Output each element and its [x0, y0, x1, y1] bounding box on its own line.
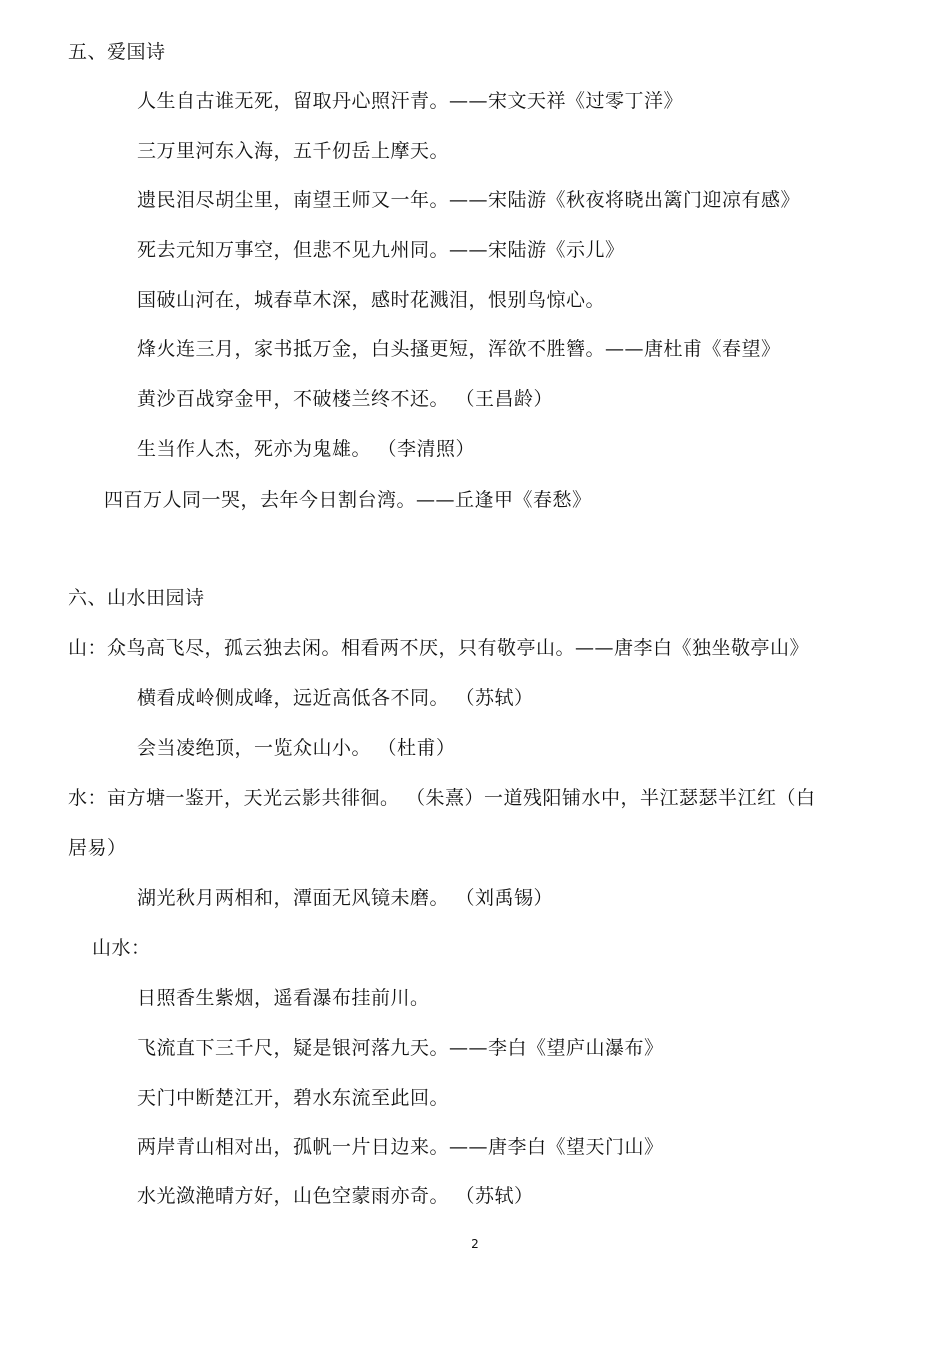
poem-line: 死去元知万事空，但悲不见九州同。——宋陆游《示儿》 [137, 239, 625, 261]
poem-line: 四百万人同一哭，去年今日割台湾。——丘逢甲《春愁》 [104, 489, 592, 511]
page-number: 2 [471, 1237, 479, 1251]
poem-line: 水光潋滟晴方好，山色空蒙雨亦奇。 （苏轼） [137, 1185, 534, 1207]
poem-line: 黄沙百战穿金甲，不破楼兰终不还。 （王昌龄） [137, 388, 554, 410]
poem-line: 国破山河在，城春草木深，感时花溅泪，恨别鸟惊心。 [137, 289, 606, 311]
section-heading: 六、山水田园诗 [68, 587, 205, 609]
section-heading: 五、爱国诗 [68, 41, 166, 63]
poem-line: 横看成岭侧成峰，远近高低各不同。 （苏轼） [137, 687, 534, 709]
poem-line: 会当凌绝顶，一览众山小。 （杜甫） [137, 737, 456, 759]
poem-line: 烽火连三月，家书抵万金，白头搔更短，浑欲不胜簪。——唐杜甫《春望》 [137, 338, 781, 360]
poem-line: 两岸青山相对出，孤帆一片日边来。——唐李白《望天门山》 [137, 1136, 664, 1158]
poem-line: 人生自古谁无死，留取丹心照汗青。——宋文天祥《过零丁洋》 [137, 90, 684, 112]
poem-line: 湖光秋月两相和，潭面无风镜未磨。 （刘禹锡） [137, 887, 554, 909]
poem-line: 三万里河东入海，五千仞岳上摩天。 [137, 140, 450, 162]
poem-line: 天门中断楚江开，碧水东流至此回。 [137, 1087, 450, 1109]
water-line-continued: 居易） [68, 837, 127, 859]
water-line: 水：亩方塘一鉴开，天光云影共徘徊。 （朱熹）一道残阳铺水中，半江瑟瑟半江红（白 [68, 787, 816, 809]
poem-line: 日照香生紫烟，遥看瀑布挂前川。 [137, 987, 430, 1009]
poem-line: 生当作人杰，死亦为鬼雄。 （李清照） [137, 438, 476, 460]
poem-line: 遗民泪尽胡尘里，南望王师又一年。——宋陆游《秋夜将晓出篱门迎凉有感》 [137, 189, 801, 211]
poem-line: 飞流直下三千尺，疑是银河落九天。——李白《望庐山瀑布》 [137, 1037, 664, 1059]
shanshui-label: 山水： [92, 937, 151, 959]
mountain-line: 山：众鸟高飞尽，孤云独去闲。相看两不厌，只有敬亭山。——唐李白《独坐敬亭山》 [68, 637, 810, 659]
